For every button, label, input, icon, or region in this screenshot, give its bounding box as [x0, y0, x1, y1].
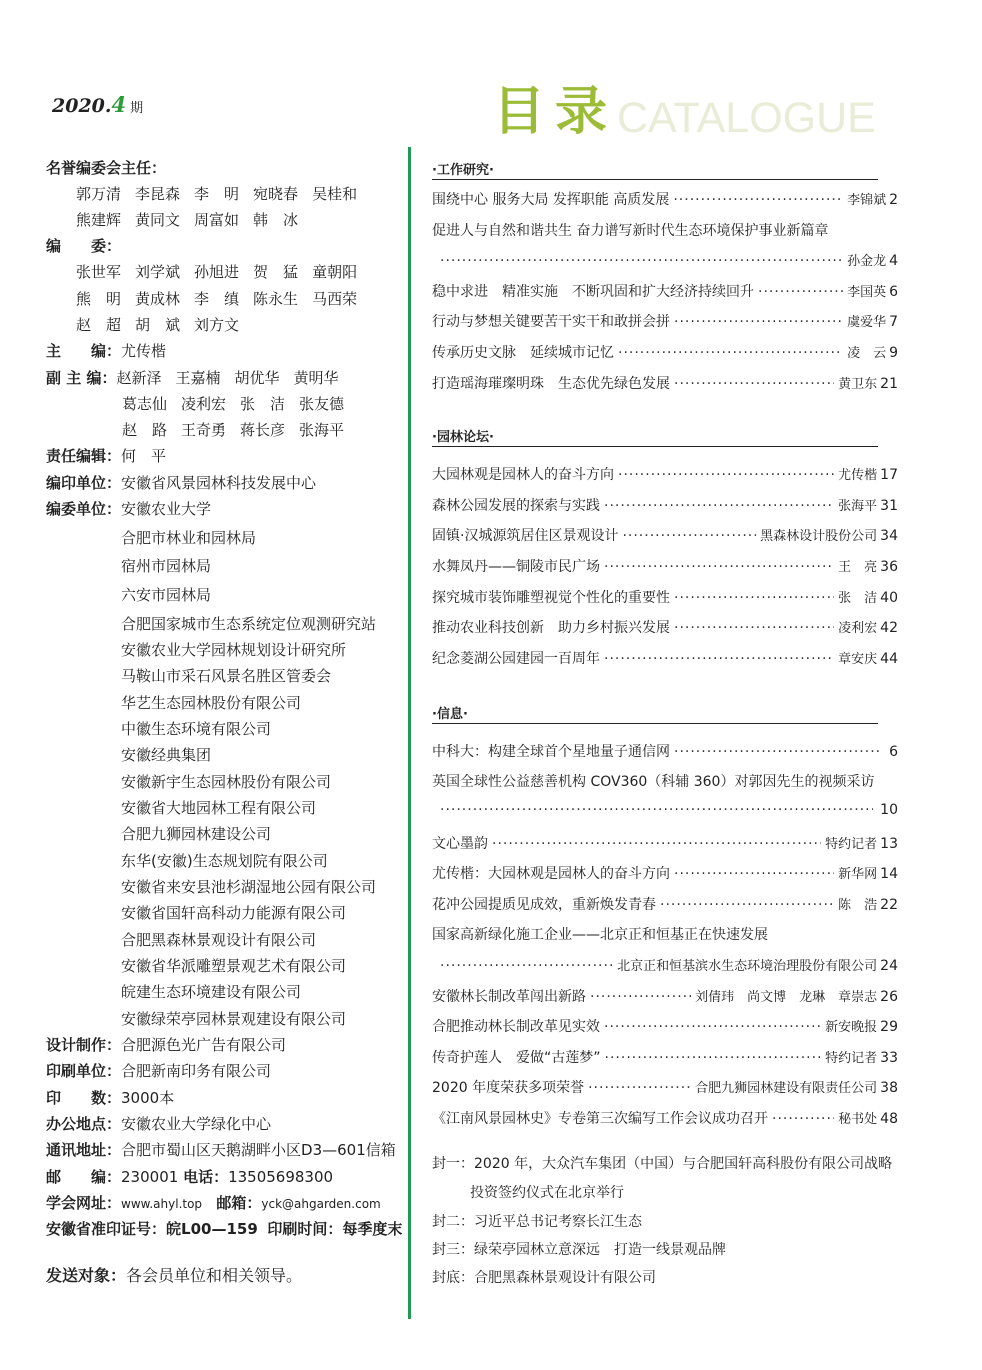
printer-unit: 编印单位：安徽省风景园林科技发展中心 — [46, 474, 317, 492]
cover-front-cont: 投资签约仪式在北京举行 — [470, 1185, 624, 1201]
honorary-names-2: 熊建辉 黄同文 周富如 韩 冰 — [76, 211, 299, 229]
toc-entry-continuation[interactable]: ····· 北京正和恒基滨水生态环境治理股份有限公司 24 — [432, 955, 898, 974]
committee-unit: 安徽省华派雕塑景观艺术有限公司 — [121, 957, 347, 975]
toc-entry[interactable]: 围绕中心 服务大局 发挥职能 高质发展 ····· 李锦斌 2 — [432, 189, 898, 209]
committee-unit: 宿州市园林局 — [121, 557, 212, 575]
toc-entry[interactable]: 2020 年度荣获多项荣誉 ····· 合肥九狮园林建设有限责任公司 38 — [432, 1077, 898, 1097]
editors-names-1: 张世军 刘学斌 孙旭进 贺 猛 童朝阳 — [76, 263, 358, 281]
committee-unit: 合肥黑森林景观设计有限公司 — [121, 931, 317, 949]
deputy-editors-1: 副 主 编：赵新泽 王嘉楠 胡优华 黄明华 — [46, 369, 339, 387]
issue-suffix: 期 — [130, 101, 144, 116]
section-header: ·信息· — [432, 703, 878, 724]
toc-entry[interactable]: 英国全球性公益慈善机构 COV360（科辅 360）对郭因先生的视频采访 — [432, 774, 875, 790]
toc-entry[interactable]: 大园林观是园林人的奋斗方向 ····· 尤传楷 17 — [432, 464, 898, 484]
committee-unit: 安徽省国轩高科动力能源有限公司 — [121, 904, 347, 922]
toc-entry[interactable]: 传承历史文脉 延续城市记忆 ····· 凌 云 9 — [432, 342, 898, 362]
toc-entry[interactable]: 纪念菱湖公园建园一百周年 ····· 章安庆 44 — [432, 648, 898, 668]
committee-unit: 合肥九狮园林建设公司 — [121, 825, 272, 843]
editors-label: 编 委： — [46, 237, 122, 255]
toc-entry[interactable]: 打造瑶海璀璨明珠 生态优先绿色发展 ····· 黄卫东 21 — [432, 373, 898, 393]
toc-entry[interactable]: 森林公园发展的探索与实践 ····· 张海平 31 — [432, 495, 898, 515]
toc-entry[interactable]: 中科大：构建全球首个星地量子通信网 ····· 6 — [432, 741, 898, 761]
toc-entry[interactable]: 安徽林长制改革闯出新路 ····· 刘倩玮 尚文博 龙琳 章崇志 26 — [432, 986, 898, 1006]
toc-entry[interactable]: 合肥推动林长制改革见实效 ····· 新安晚报 29 — [432, 1016, 898, 1036]
committee-unit: 安徽经典集团 — [121, 746, 212, 764]
committee-unit: 皖建生态环境建设有限公司 — [121, 983, 302, 1001]
committee-unit: 六安市园林局 — [121, 586, 212, 604]
section-header: ·园林论坛· — [432, 426, 878, 447]
print-unit: 印刷单位：合肥新南印务有限公司 — [46, 1062, 272, 1080]
catalogue-title-en: CATALOGUE — [617, 94, 876, 142]
permit-print-time: 安徽省准印证号：皖L00—159 印刷时间：每季度末 — [46, 1220, 403, 1238]
committee-unit: 安徽绿荣亭园林景观建设有限公司 — [121, 1010, 347, 1028]
committee-unit: 马鞍山市采石风景名胜区管委会 — [121, 667, 332, 685]
deputy-editors-3: 赵 路 王奇勇 蒋长彦 张海平 — [122, 421, 345, 439]
design-unit: 设计制作：合肥源色光广告有限公司 — [46, 1036, 287, 1054]
toc-entry[interactable]: 水舞凤丹——铜陵市民广场 ····· 王 亮 36 — [432, 556, 898, 576]
postcode-phone: 邮 编：230001 电话：13505698300 — [46, 1168, 334, 1186]
toc-entry[interactable]: 推动农业科技创新 助力乡村振兴发展 ····· 凌利宏 42 — [432, 617, 898, 637]
toc-entry[interactable]: 文心墨韵 ····· 特约记者 13 — [432, 833, 898, 853]
toc-entry[interactable]: 花冲公园提质见成效，重新焕发青春 ····· 陈 浩 22 — [432, 894, 898, 914]
catalogue-title-cn: 目录 — [493, 81, 618, 142]
committee-units-label: 编委单位：安徽农业大学 — [46, 500, 212, 518]
mailing-address: 通讯地址：合肥市蜀山区天鹅湖畔小区D3—601信箱 — [46, 1141, 396, 1159]
toc-entry[interactable]: 固镇·汉城源筑居住区景观设计 ····· 黑森林设计股份公司 34 — [432, 525, 898, 545]
responsible-editor: 责任编辑：何 平 — [46, 447, 167, 465]
committee-unit: 安徽新宇生态园林股份有限公司 — [121, 773, 332, 791]
honorary-names-1: 郭万清 李昆森 李 明 宛晓春 吴桂和 — [76, 185, 358, 203]
committee-unit: 安徽省来安县池杉湖湿地公园有限公司 — [121, 878, 377, 896]
issue-year: 2020. — [52, 95, 112, 117]
toc-entry[interactable]: 促进人与自然和谐共生 奋力谱写新时代生态环境保护事业新篇章 — [432, 223, 829, 239]
toc-entry[interactable]: 稳中求进 精准实施 不断巩固和扩大经济持续回升 ····· 李国英 6 — [432, 281, 898, 301]
committee-unit: 合肥市林业和园林局 — [121, 529, 257, 547]
deputy-editors-2: 葛志仙 凌利宏 张 洁 张友德 — [122, 395, 345, 413]
committee-unit: 安徽农业大学园林规划设计研究所 — [121, 641, 347, 659]
issue-number — [52, 92, 143, 117]
toc-entry[interactable]: 国家高新绿化施工企业——北京正和恒基正在快速发展 — [432, 927, 768, 943]
toc-entry[interactable]: 《江南风景园林史》专卷第三次编写工作会议成功召开 ····· 秘书处 48 — [432, 1108, 898, 1128]
toc-entry[interactable]: 行动与梦想关键要苦干实干和敢拼会拼 ····· 虞爱华 7 — [432, 311, 898, 331]
committee-unit: 安徽省大地园林工程有限公司 — [121, 799, 317, 817]
committee-unit: 中徽生态环境有限公司 — [121, 720, 272, 738]
honorary-label: 名誉编委会主任： — [46, 159, 167, 177]
editors-names-3: 赵 超 胡 斌 刘方文 — [76, 316, 240, 334]
toc-entry[interactable]: 传奇护莲人 爱做“古莲梦” ····· 特约记者 33 — [432, 1047, 898, 1067]
issue-num: 4 — [111, 92, 127, 117]
committee-unit: 东华(安徽)生态规划院有限公司 — [121, 852, 328, 870]
toc-entry[interactable]: 尤传楷：大园林观是园林人的奋斗方向 ····· 新华网 14 — [432, 863, 898, 883]
editors-names-2: 熊 明 黄成林 李 缜 陈永生 马西荣 — [76, 290, 358, 308]
chief-editor: 主 编：尤传楷 — [46, 342, 167, 360]
committee-unit: 华艺生态园林股份有限公司 — [121, 694, 302, 712]
section-header: ·工作研究· — [432, 159, 878, 180]
print-copies: 印 数：3000本 — [46, 1089, 175, 1107]
committee-unit: 合肥国家城市生态系统定位观测研究站 — [121, 615, 377, 633]
toc-entry-continuation[interactable]: ····· 孙金龙 4 — [432, 250, 898, 269]
send-to: 发送对象：各会员单位和相关领导。 — [46, 1266, 303, 1285]
toc-entry[interactable]: 探究城市装饰雕塑视觉个性化的重要性 ····· 张 洁 40 — [432, 587, 898, 607]
cover-front: 封一：2020 年，大众汽车集团（中国）与合肥国轩高科股份有限公司战略 — [432, 1156, 893, 1172]
toc-entry-continuation[interactable]: ····· 10 — [432, 802, 898, 818]
cover-inside-front: 封二：习近平总书记考察长江生态 — [432, 1214, 642, 1230]
column-divider — [408, 147, 411, 1319]
cover-inside-back: 封三：绿荣亭园林立意深远 打造一线景观品牌 — [432, 1242, 726, 1258]
cover-back: 封底：合肥黑森林景观设计有限公司 — [432, 1270, 656, 1286]
office-location: 办公地点：安徽农业大学绿化中心 — [46, 1115, 272, 1133]
website-email: 学会网址：www.ahyl.top 邮箱：yck@ahgarden.com — [46, 1194, 381, 1212]
